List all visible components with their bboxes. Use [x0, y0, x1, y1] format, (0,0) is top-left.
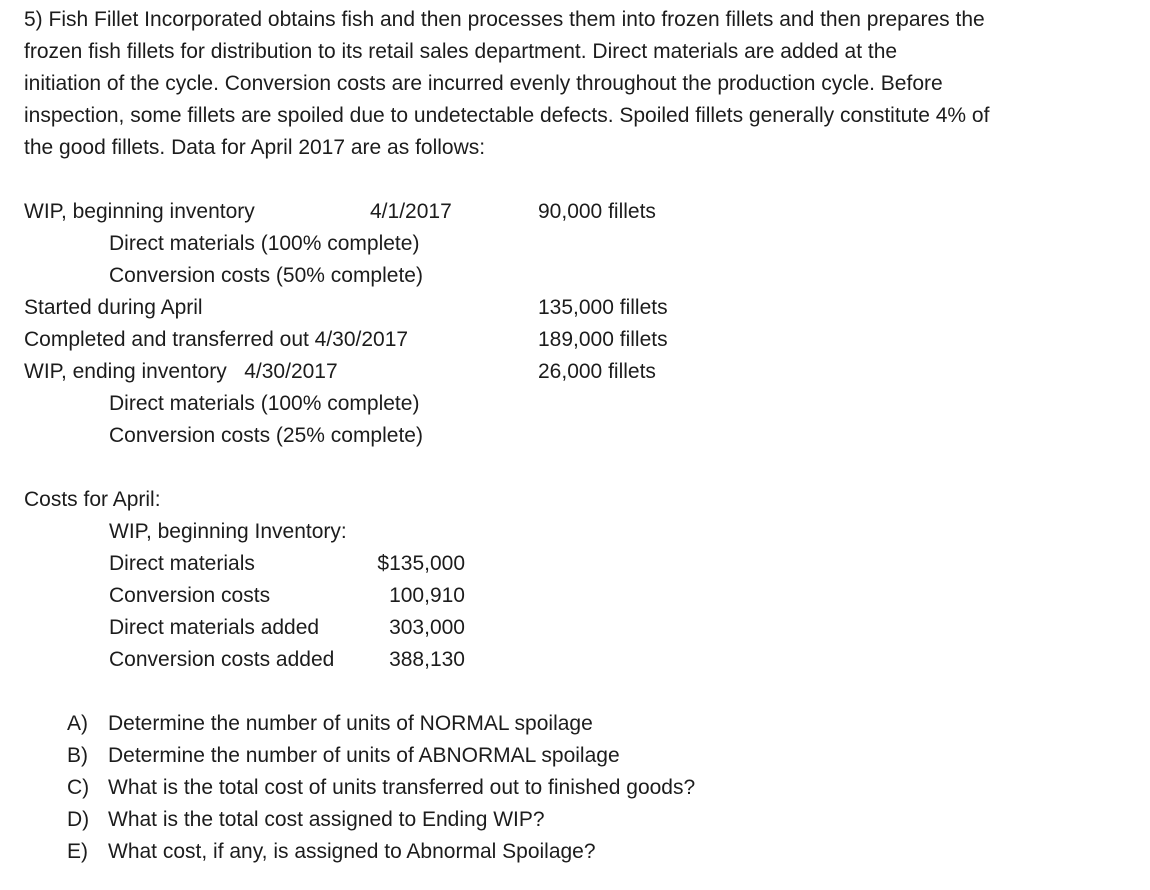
cost-row-label: Conversion costs	[109, 584, 271, 607]
cost-row-label: Conversion costs added	[109, 648, 335, 671]
question-text: What is the total cost of units transferred out to finished goods?	[108, 776, 696, 799]
wip-end-cc: Conversion costs (25% complete)	[109, 424, 423, 447]
question-letter: C)	[67, 776, 90, 799]
cost-row-value: 303,000	[389, 616, 465, 639]
paragraph-line-1: 5) Fish Fillet Incorporated obtains fish and then processes them into frozen fillets and then prepares the	[24, 8, 985, 31]
question-letter: D)	[67, 808, 90, 831]
paragraph-line-4: inspection, some fillets are spoiled due to undetectable defects. Spoiled fillets generally constitute 4% of	[24, 104, 990, 127]
question-text: Determine the number of units of NORMAL spoilage	[108, 712, 593, 735]
started-qty: 135,000 fillets	[538, 296, 668, 319]
wip-begin-dm: Direct materials (100% complete)	[109, 232, 420, 255]
wip-begin-costs-heading: WIP, beginning Inventory:	[109, 520, 347, 543]
question-letter: A)	[67, 712, 88, 735]
completed-label: Completed and transferred out 4/30/2017	[24, 328, 409, 351]
cost-row-value: 388,130	[389, 648, 465, 671]
paragraph-line-3: initiation of the cycle. Conversion costs are incurred evenly throughout the production cycle. Before	[24, 72, 943, 95]
cost-row-value: $135,000	[377, 552, 465, 575]
question-letter: B)	[67, 744, 88, 767]
started-label: Started during April	[24, 296, 203, 319]
wip-end-qty: 26,000 fillets	[538, 360, 656, 383]
costs-heading: Costs for April:	[24, 488, 161, 511]
cost-row-label: Direct materials added	[109, 616, 320, 639]
wip-end-dm: Direct materials (100% complete)	[109, 392, 420, 415]
cost-row-value: 100,910	[389, 584, 465, 607]
question-text: Determine the number of units of ABNORMAL spoilage	[108, 744, 620, 767]
wip-begin-date: 4/1/2017	[370, 200, 452, 223]
wip-begin-qty: 90,000 fillets	[538, 200, 656, 223]
wip-begin-cc: Conversion costs (50% complete)	[109, 264, 423, 287]
cost-row-label: Direct materials	[109, 552, 255, 575]
question-letter: E)	[67, 840, 88, 863]
wip-begin-label: WIP, beginning inventory	[24, 200, 255, 223]
paragraph-line-2: frozen fish fillets for distribution to its retail sales department. Direct materials are added at the	[24, 40, 898, 63]
question-text: What is the total cost assigned to Ending WIP?	[108, 808, 545, 831]
wip-end-label: WIP, ending inventory 4/30/2017	[24, 360, 338, 383]
paragraph-line-5: the good fillets. Data for April 2017 are as follows:	[24, 136, 486, 159]
completed-qty: 189,000 fillets	[538, 328, 668, 351]
question-text: What cost, if any, is assigned to Abnormal Spoilage?	[108, 840, 596, 863]
